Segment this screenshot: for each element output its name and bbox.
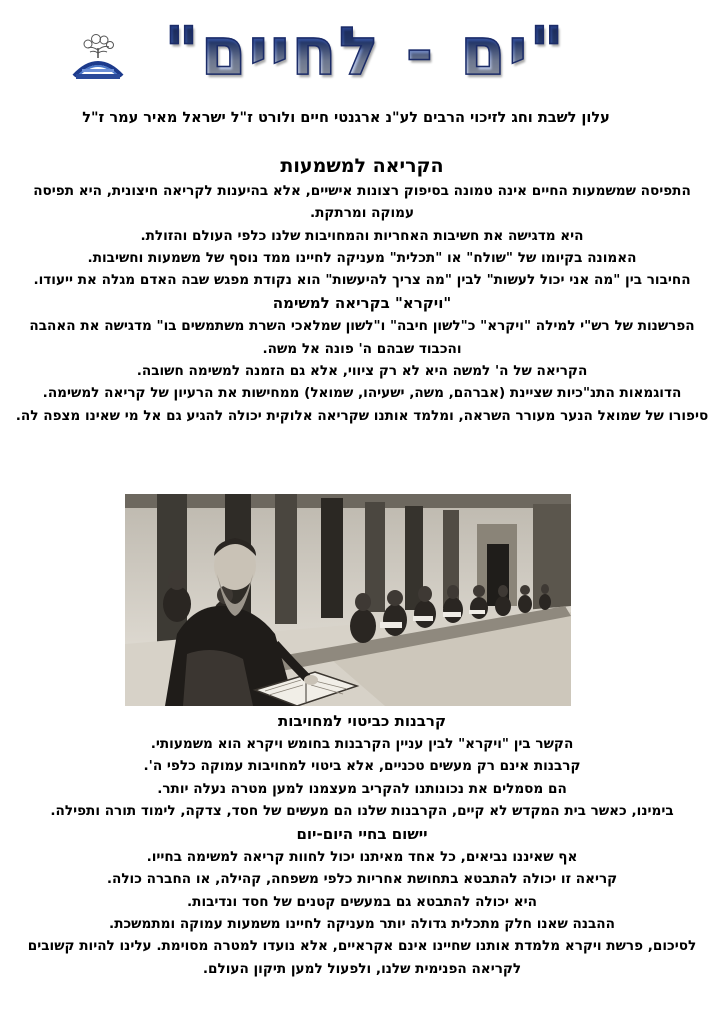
section-offerings xyxy=(12,709,712,980)
masthead xyxy=(0,0,724,100)
paragraph: הפרשנות של רש"י למילה "ויקרא" כ"לשון חיבה" ו"לשון שמלאכי השרת משתמשים בו" מדגישה את האהבה והכבוד שבהם ה' פונה אל משה. xyxy=(29,318,695,357)
paragraph: התפיסה שמשמעות החיים אינה טמונה בסיפוק רצונות אישיים, אלא בהיענות לקריאה חיצונית, היא תפיסה עמוקה ומרתקת. xyxy=(33,183,691,222)
paragraph: היא מדגישה את חשיבות האחריות והמחויבות שלנו כלפי העולם והזולת. xyxy=(140,227,584,244)
paragraph: קרבנות אינם רק מעשים טכניים, אלא ביטוי למחויבות עמוקה כלפי ה'. xyxy=(143,758,581,775)
section-subheading: יישום בחיי היום-יום xyxy=(296,825,428,844)
paragraph: הם מסמלים את נכונותנו להקריב מעצמנו למען מטרה נעלה יותר. xyxy=(157,780,567,797)
paragraph: לסיכום, פרשת ויקרא מלמדת אותנו שחיינו אינם אקראיים, אלא נועדו למטרה מסוימת. עלינו להיות קשובים לקריאה הפנימית שלנו, ולפעול למען תיקון העולם. xyxy=(27,938,697,977)
paragraph: החיבור בין "מה אני יכול לעשות" לבין "מה צריך להיעשות" הוא נקודת מפגש שבה האדם מגלה את ייעודו. xyxy=(33,272,691,289)
title-art-text: "ים - לחיים" xyxy=(164,12,566,90)
section-heading: קרבנות כביטוי למחויבות xyxy=(277,712,447,730)
paragraph: אף שאיננו נביאים, כל אחד מאיתנו יכול לחוות קריאה למשימה בחייו. xyxy=(146,849,578,866)
paragraph: היא יכולה להתבטא גם במעשים קטנים של חסד ונדיבות. xyxy=(187,893,537,910)
paragraph: האמונה בקיומו של "שולח" או "תכלית" מעניקה לחיינו ממד נוסף של משמעות וחשיבות. xyxy=(87,249,637,266)
title-art xyxy=(150,4,580,98)
tree-over-arch-logo-icon xyxy=(66,28,130,84)
paragraph: הקשר בין "ויקרא" לבין עניין הקרבנות בחומש ויקרא הוא משמעותי. xyxy=(150,736,574,752)
dedication-line: עלון לשבת וחג לזיכוי הרבים לע"נ ארגנטי חיים ולורט ז"ל ישראל מאיר עמר ז"ל xyxy=(82,110,610,126)
scholars-reading-illustration xyxy=(125,494,571,706)
paragraph: הקריאה של ה' למשה היא לא רק ציווי, אלא גם הזמנה למשימה חשובה. xyxy=(136,363,588,380)
section-calling xyxy=(12,152,712,427)
paragraph: הדוגמאות התנ"כיות שציינת (אברהם, משה, ישעיהו, שמואל) ממחישות את הרעיון של קריאה למשימה. xyxy=(42,385,682,402)
section-heading: הקריאה למשמעות xyxy=(280,155,444,177)
section-subheading: "ויקרא" בקריאה למשימה xyxy=(272,294,452,313)
paragraph: סיפורו של שמואל הנער מעורר השראה, ומלמד אותנו שקריאה אלוקית יכולה להגיע גם אל מי שאינו מצפה לה. xyxy=(15,407,709,424)
paragraph: ההבנה שאנו חלק מתכלית גדולה יותר מעניקה לחיינו משמעות עמוקה ומתמשכת. xyxy=(109,916,615,933)
paragraph: בימינו, כאשר בית המקדש לא קיים, הקרבנות שלנו הם מעשים של חסד, צדקה, לימוד תורה ותפילה. xyxy=(50,802,674,819)
paragraph: קריאה זו יכולה להתבטא בתחושת אחריות כלפי משפחה, קהילה, או החברה כולה. xyxy=(106,871,618,888)
